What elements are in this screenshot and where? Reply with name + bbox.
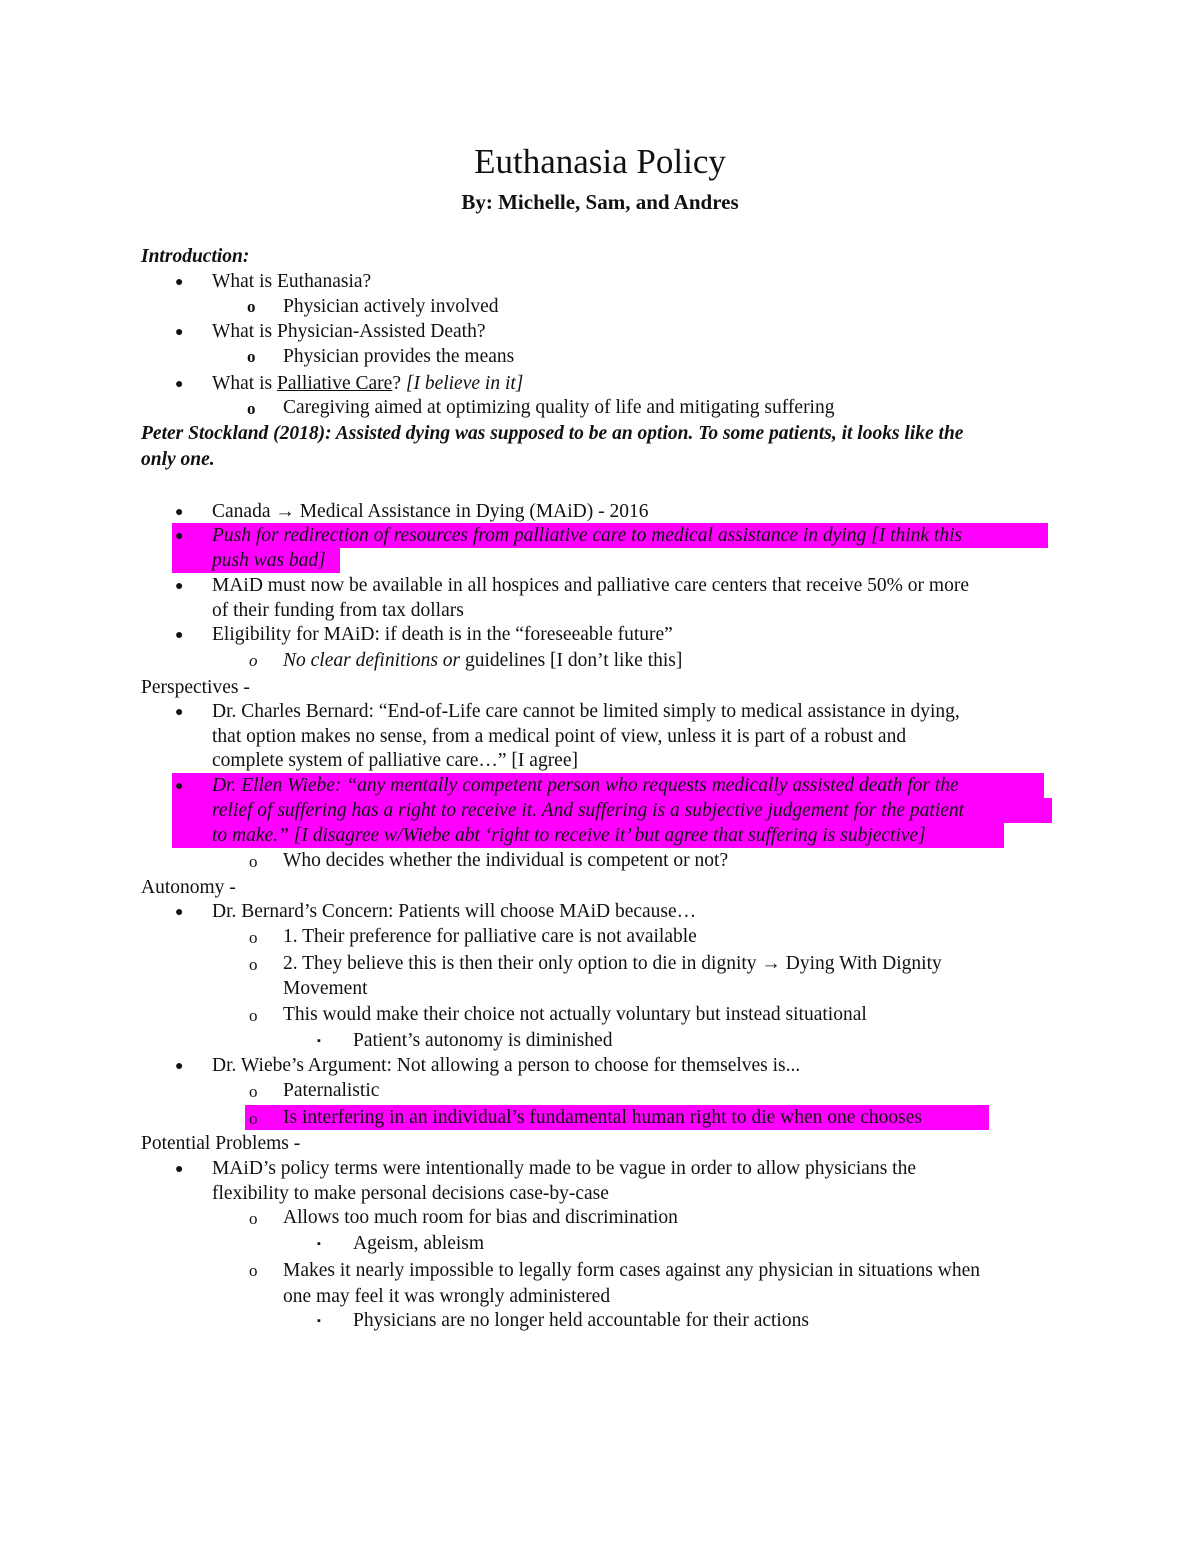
canada-b4-sub-rest: guidelines [I don’t like this] — [460, 650, 683, 671]
problems-s2-line-2: one may feel it was wrongly administered — [283, 1286, 611, 1307]
canada-b3-line-1: MAiD must now be available in all hospices and palliative care centers that receive 50% or more — [212, 575, 969, 596]
quote-line-2: only one. — [141, 449, 215, 470]
problems-s2-line-1: Makes it nearly impossible to legally form cases against any physician in situations when — [283, 1260, 980, 1281]
circle-bullet-icon: o — [249, 1261, 258, 1280]
intro-heading: Introduction: — [141, 246, 250, 267]
canada-b1: Canada → Medical Assistance in Dying (MAiD) - 2016 — [212, 501, 649, 522]
perspectives-b1-line-2: that option makes no sense, from a medical point of view, unless it is part of a robust and — [212, 726, 907, 747]
quote-line-1: Peter Stockland (2018): Assisted dying was supposed to be an option. To some patients, it looks like the — [141, 423, 964, 444]
document-subtitle: By: Michelle, Sam, and Andres — [461, 190, 739, 214]
perspectives-heading: Perspectives - — [141, 677, 250, 698]
bullet-icon: ● — [175, 905, 184, 920]
circle-bullet-icon: o — [249, 852, 258, 871]
bullet-icon: ● — [175, 579, 184, 594]
circle-bullet-icon: o — [247, 399, 256, 418]
canada-b4-sub — [283, 648, 682, 673]
document-title: Euthanasia Policy — [474, 142, 726, 181]
circle-bullet-icon: o — [249, 928, 258, 947]
intro-a1: Physician actively involved — [283, 296, 499, 317]
problems-heading: Potential Problems - — [141, 1133, 301, 1154]
intro-q1: What is Euthanasia? — [212, 271, 372, 292]
perspectives-b1-line-1: Dr. Charles Bernard: “End-of-Life care cannot be limited simply to medical assistance in dying, — [212, 701, 960, 722]
bullet-icon: ● — [175, 377, 184, 392]
autonomy-b2-s2: Is interfering in an individual’s fundamental human right to die when one chooses — [283, 1107, 923, 1128]
problems-b1-line-2: flexibility to make personal decisions case-by-case — [212, 1183, 609, 1204]
autonomy-b2: Dr. Wiebe’s Argument: Not allowing a person to choose for themselves is... — [212, 1055, 801, 1076]
circle-bullet-icon: o — [249, 651, 258, 670]
canada-b4-sub-italic: No clear definitions or — [283, 650, 461, 671]
bullet-icon: ● — [175, 1059, 184, 1074]
perspectives-b2-line-1: Dr. Ellen Wiebe: “any mentally competent person who requests medically assisted death for the — [212, 775, 959, 796]
intro-q3-pre: What is — [212, 373, 277, 394]
circle-bullet-icon: o — [247, 297, 256, 316]
intro-q3-post: ? — [392, 373, 406, 394]
perspectives-b1-line-3: complete system of palliative care…” [I agree] — [212, 750, 578, 771]
bullet-icon: ● — [175, 779, 184, 794]
perspectives-b2-line-3: to make.” [I disagree w/Wiebe abt ‘right to receive it’ but agree that suffering is subjective] — [212, 825, 926, 846]
autonomy-b1-s2-line-1: 2. They believe this is then their only option to die in dignity → Dying With Dignity — [283, 953, 942, 974]
autonomy-b1: Dr. Bernard’s Concern: Patients will choose MAiD because… — [212, 901, 697, 922]
problems-s1: Allows too much room for bias and discrimination — [283, 1207, 678, 1228]
autonomy-heading: Autonomy - — [141, 877, 236, 898]
circle-bullet-icon: o — [247, 347, 256, 366]
intro-q3-note: [I believe in it] — [405, 373, 524, 394]
bullet-icon: ● — [175, 275, 184, 290]
problems-s1-sub: Ageism, ableism — [353, 1233, 485, 1254]
bullet-icon: ● — [175, 325, 184, 340]
canada-b2-line-1: Push for redirection of resources from palliative care to medical assistance in dying [I think this — [212, 525, 963, 546]
square-bullet-icon: ▪ — [317, 1315, 321, 1327]
circle-bullet-icon: o — [249, 1109, 258, 1128]
circle-bullet-icon: o — [249, 955, 258, 974]
perspectives-b2-line-2: relief of suffering has a right to receive it. And suffering is a subjective judgement for the patient — [212, 800, 965, 821]
square-bullet-icon: ▪ — [317, 1035, 321, 1047]
circle-bullet-icon: o — [249, 1006, 258, 1025]
palliative-care-term: Palliative Care — [276, 373, 393, 394]
autonomy-b1-s3: This would make their choice not actually voluntary but instead situational — [283, 1004, 867, 1025]
autonomy-b1-s1: 1. Their preference for palliative care is not available — [283, 926, 697, 947]
autonomy-b2-s1: Paternalistic — [283, 1080, 380, 1101]
bullet-icon: ● — [175, 505, 184, 520]
square-bullet-icon: ▪ — [317, 1238, 321, 1250]
circle-bullet-icon: o — [249, 1209, 258, 1228]
circle-bullet-icon: o — [249, 1082, 258, 1101]
problems-b1-line-1: MAiD’s policy terms were intentionally made to be vague in order to allow physicians the — [212, 1158, 916, 1179]
bullet-icon: ● — [175, 705, 184, 720]
canada-b2-line-2: push was bad] — [212, 550, 326, 571]
canada-b4: Eligibility for MAiD: if death is in the “foreseeable future” — [212, 624, 673, 645]
autonomy-b1-s2-line-2: Movement — [283, 978, 368, 999]
intro-a3: Caregiving aimed at optimizing quality of life and mitigating suffering — [283, 397, 835, 418]
intro-a2: Physician provides the means — [283, 346, 515, 367]
canada-b3-line-2: of their funding from tax dollars — [212, 600, 464, 621]
bullet-icon: ● — [175, 529, 184, 544]
bullet-icon: ● — [175, 1162, 184, 1177]
perspectives-b2-sub: Who decides whether the individual is competent or not? — [283, 850, 729, 871]
intro-q2: What is Physician-Assisted Death? — [212, 321, 486, 342]
problems-s2-sub: Physicians are no longer held accountable for their actions — [353, 1310, 809, 1331]
intro-q3 — [212, 371, 523, 396]
bullet-icon: ● — [175, 628, 184, 643]
autonomy-b1-s3-sub: Patient’s autonomy is diminished — [353, 1030, 613, 1051]
